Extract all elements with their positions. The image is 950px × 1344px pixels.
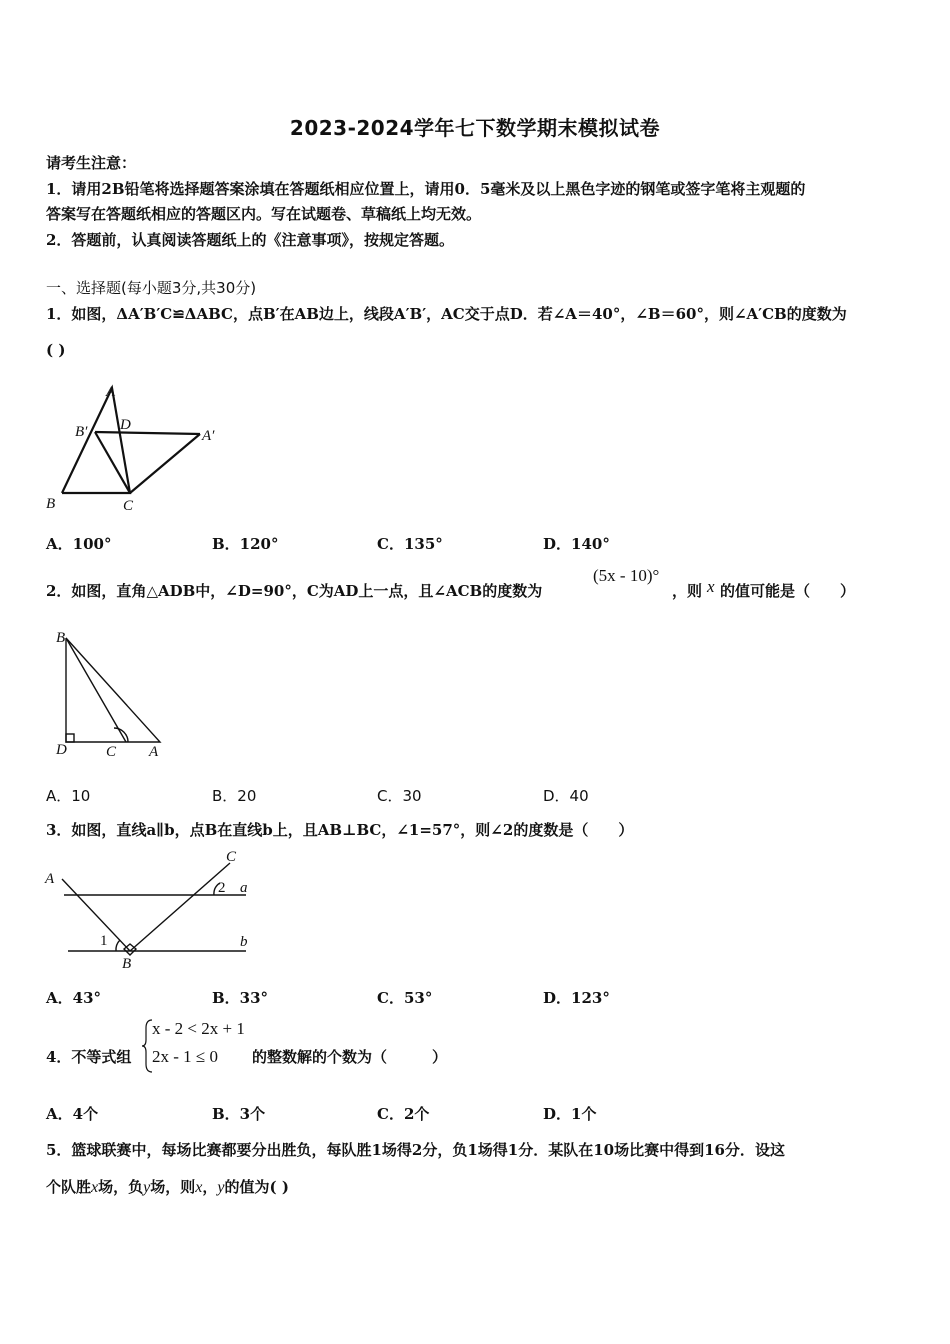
q5-part-3: 场，则 <box>150 1178 196 1196</box>
notice-line-3: 2．答题前，认真阅读答题纸上的《注意事项》，按规定答题。 <box>46 231 454 249</box>
q2-option-a: A．10 <box>46 787 91 805</box>
q2-option-b: B．20 <box>212 787 257 805</box>
q1-label-a: A <box>106 384 116 400</box>
q3-text: 3．如图，直线a∥b，点B在直线b上，且AB⊥BC，∠1=57°，则∠2的度数是（ ） <box>46 821 634 839</box>
q2-option-c: C．30 <box>377 787 422 805</box>
notice-heading: 请考生注意： <box>46 154 137 172</box>
q3-figure-lines <box>62 863 246 955</box>
q5-part-2: 场，负 <box>98 1178 144 1196</box>
q5-var-y-2: y <box>217 1179 225 1196</box>
q4-option-d: D．1个 <box>543 1105 597 1123</box>
q3-label-line-b: b <box>240 934 248 950</box>
q4-option-a: A．4个 <box>46 1105 99 1123</box>
q2-text-b: ，则 <box>672 582 703 600</box>
section-heading: 一、选择题(每小题3分,共30分) <box>46 279 257 297</box>
q4-option-c: C．2个 <box>377 1105 430 1123</box>
q1-figure <box>40 378 240 518</box>
q1-label-d: D <box>120 417 131 433</box>
q4-option-b: B．3个 <box>212 1105 266 1123</box>
q5-part-5: 的值为( ) <box>224 1178 289 1196</box>
q2-expression: (5x - 10)° <box>593 566 660 585</box>
q2-figure-lines <box>66 638 160 742</box>
q2-label-a: A <box>149 744 159 760</box>
page-title: 2023-2024学年七下数学期末模拟试卷 <box>289 116 661 140</box>
q1-label-c: C <box>123 498 134 514</box>
q3-label-c: C <box>226 849 237 865</box>
q3-option-c: C．53° <box>377 989 433 1007</box>
q2-figure <box>48 628 178 760</box>
q1-option-b: B．120° <box>212 535 279 553</box>
q5-var-x-2: x <box>195 1179 203 1196</box>
q4-inequality-1: x - 2 < 2x + 1 <box>152 1019 245 1038</box>
q1-label-a-prime: A′ <box>202 428 215 444</box>
q2-label-b: B <box>56 630 66 646</box>
q1-figure-lines <box>62 388 200 493</box>
q2-label-c: C <box>106 744 117 760</box>
q3-label-a: A <box>45 871 55 887</box>
q5-part-4: ， <box>202 1178 218 1196</box>
q5-line-1: 5．篮球联赛中，每场比赛都要分出胜负，每队胜1场得2分，负1场得1分．某队在10场比赛中得到16分．设这 <box>46 1141 785 1159</box>
notice-line-1: 1．请用2B铅笔将选择题答案涂填在答题纸相应位置上，请用0．5毫米及以上黑色字迹的钢笔或签字笔将主观题的 <box>46 180 806 198</box>
q5-part-1: 个队胜 <box>46 1178 92 1196</box>
q3-label-1: 1 <box>100 933 108 949</box>
q1-label-b-prime: B′ <box>75 424 88 440</box>
q4-suffix: 的整数解的个数为（ ） <box>252 1048 448 1066</box>
q1-label-b: B <box>46 496 56 512</box>
q3-option-a: A．43° <box>46 989 102 1007</box>
q5-line-2 <box>46 1176 289 1197</box>
q1-text: 1．如图，ΔA′B′C≌ΔABC，点B′在AB边上，线段A′B′，AC交于点D．若∠A＝40°，∠B＝60°，则∠A′CB的度数为 <box>46 305 847 323</box>
q3-label-2: 2 <box>218 880 226 896</box>
q1-option-a: A．100° <box>46 535 112 553</box>
q3-label-line-a: a <box>240 880 248 896</box>
q5-var-x: x <box>91 1179 99 1196</box>
q5-var-y: y <box>143 1179 151 1196</box>
q1-option-d: D．140° <box>543 535 610 553</box>
q2-option-d: D．40 <box>543 787 589 805</box>
q1-option-c: C．135° <box>377 535 443 553</box>
q4-prefix: 4．不等式组 <box>46 1048 132 1066</box>
q2-variable: x <box>707 577 715 596</box>
q4-inequality-2: 2x - 1 ≤ 0 <box>152 1047 218 1066</box>
q3-option-b: B．33° <box>212 989 269 1007</box>
q1-paren: ( ) <box>46 341 66 359</box>
q2-text-c: 的值可能是（ ） <box>720 582 856 600</box>
q3-option-d: D．123° <box>543 989 610 1007</box>
notice-line-2: 答案写在答题纸相应的答题区内。写在试题卷、草稿纸上均无效。 <box>46 205 482 223</box>
q2-text-a: 2．如图，直角△ADB中，∠D=90°，C为AD上一点，且∠ACB的度数为 <box>46 582 543 600</box>
q3-figure <box>40 845 260 973</box>
q2-label-d: D <box>56 742 67 758</box>
q3-label-b: B <box>122 956 132 972</box>
